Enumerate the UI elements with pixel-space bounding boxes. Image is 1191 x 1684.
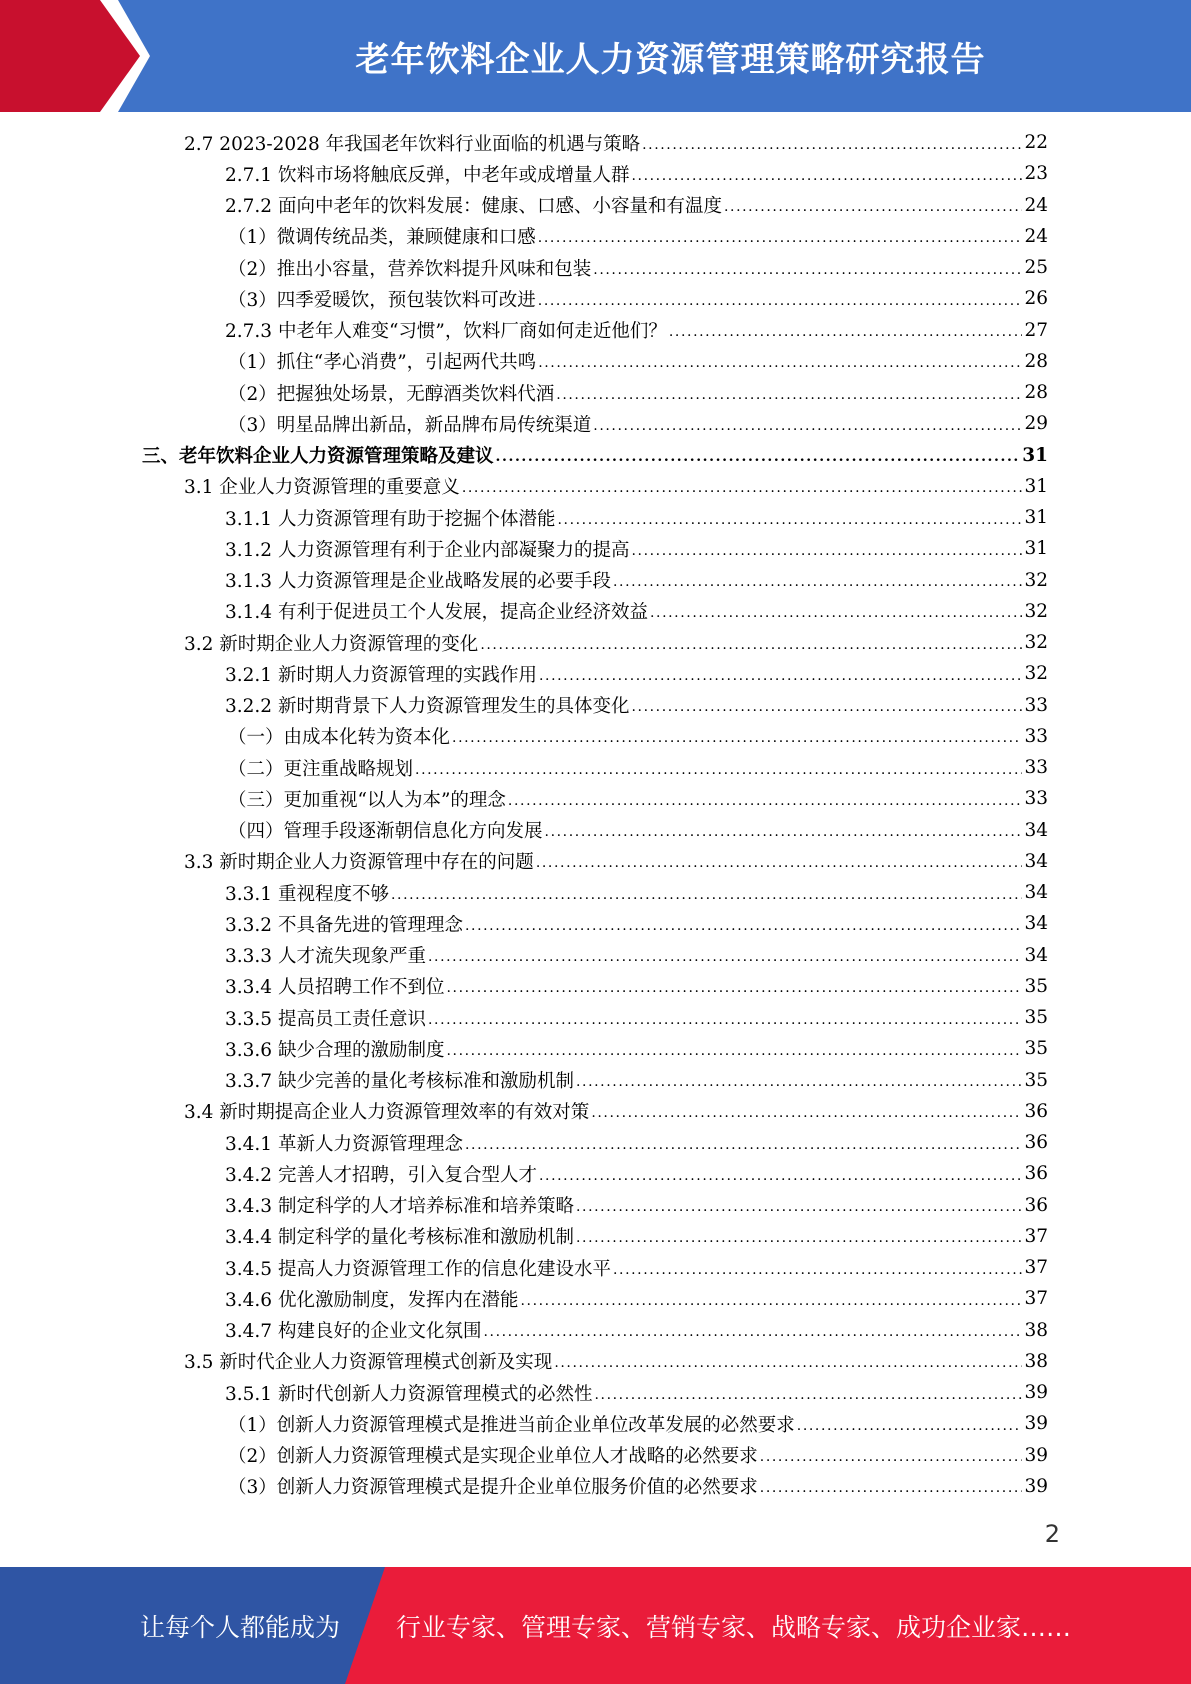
toc-entry-page: 36: [1024, 1194, 1048, 1216]
toc-entry-title: （一）由成本化转为资本化: [228, 727, 451, 749]
toc-entry-page: 24: [1024, 225, 1048, 247]
toc-entry[interactable]: [225, 1252, 1048, 1283]
toc-entry-page: 25: [1024, 257, 1048, 278]
toc-entry[interactable]: [184, 627, 1048, 658]
toc-dot-leader: [631, 695, 1022, 715]
toc-entry[interactable]: [225, 315, 1048, 346]
toc-entry-title: 3.2 新时期企业人力资源管理的变化: [184, 633, 479, 655]
toc-dot-leader: [452, 726, 1022, 746]
toc-entry[interactable]: [228, 252, 1048, 283]
toc-entry-page: 36: [1024, 1132, 1048, 1153]
toc-entry-page: 26: [1024, 288, 1048, 310]
toc-entry[interactable]: [225, 1221, 1048, 1252]
toc-entry-page: 31: [1024, 507, 1048, 528]
toc-dot-leader: [613, 1258, 1022, 1278]
toc-dot-leader: [508, 789, 1023, 809]
toc-dot-leader: [594, 1383, 1022, 1403]
toc-entry[interactable]: [228, 752, 1048, 783]
toc-entry-page: 37: [1024, 1257, 1048, 1278]
toc-entry-title: （2）推出小容量，营养饮料提升风味和包装: [228, 258, 592, 280]
toc-entry-title: 三、老年饮料企业人力资源管理策略及建议: [142, 446, 494, 467]
toc-dot-leader: [593, 258, 1022, 278]
toc-dot-leader: [446, 976, 1022, 996]
toc-entry-title: （3）明星品牌出新品，新品牌布局传统渠道: [228, 414, 592, 436]
toc-dot-leader: [760, 1445, 1023, 1465]
toc-dot-leader: [465, 914, 1022, 934]
toc-entry-page: 35: [1024, 975, 1048, 997]
toc-entry[interactable]: [225, 190, 1048, 221]
toc-dot-leader: [593, 414, 1022, 434]
toc-entry-page: 38: [1024, 1319, 1048, 1341]
toc-entry-title: 3.3.5 提高员工责任意识: [225, 1008, 426, 1030]
toc-entry-page: 34: [1024, 819, 1048, 841]
toc-entry-title: 3.4.2 完善人才招聘，引入复合型人才: [225, 1164, 537, 1186]
toc-dot-leader: [539, 1164, 1022, 1184]
toc-dot-leader: [415, 758, 1022, 778]
toc-entry[interactable]: [228, 1408, 1048, 1439]
footer-slogan-right: 行业专家、管理专家、营销专家、战略专家、成功企业家……: [396, 1612, 1072, 1642]
toc-dot-leader: [539, 664, 1022, 684]
toc-entry[interactable]: [228, 1440, 1048, 1471]
toc-entry-page: 22: [1024, 132, 1048, 153]
toc-dot-leader: [465, 1133, 1022, 1153]
toc-entry-page: 34: [1024, 944, 1048, 966]
toc-entry-title: （2）把握独处场景，无醇酒类饮料代酒: [228, 383, 555, 405]
toc-entry-title: （二）更注重战略规划: [228, 758, 414, 780]
toc-entry-page: 31: [1024, 538, 1048, 560]
toc-dot-leader: [428, 945, 1022, 965]
toc-dot-leader: [642, 133, 1022, 153]
toc-entry-page: 31: [1024, 475, 1048, 497]
toc-dot-leader: [576, 1070, 1022, 1090]
toc-entry-page: 32: [1024, 569, 1048, 591]
toc-entry[interactable]: [228, 721, 1048, 752]
toc-entry-title: 3.3.1 重视程度不够: [225, 883, 389, 905]
toc-dot-leader: [613, 570, 1022, 590]
toc-entry-title: 3.5 新时代企业人力资源管理模式创新及实现: [184, 1352, 553, 1374]
toc-entry[interactable]: [225, 502, 1048, 533]
toc-entry-page: 31: [1022, 444, 1048, 466]
toc-entry-page: 39: [1024, 1475, 1048, 1497]
toc-entry-page: 35: [1024, 1038, 1048, 1060]
toc-entry-title: 2.7.1 饮料市场将触底反弹，中老年或成增量人群: [225, 164, 630, 186]
toc-entry-title: （四）管理手段逐渐朝信息化方向发展: [228, 821, 543, 842]
toc-dot-leader: [797, 1414, 1023, 1434]
toc-entry[interactable]: [228, 377, 1048, 408]
toc-entry-page: 28: [1024, 382, 1048, 403]
toc-entry-title: 3.4.5 提高人力资源管理工作的信息化建设水平: [225, 1258, 611, 1280]
toc-entry-page: 39: [1024, 1382, 1048, 1403]
toc-entry-title: （三）更加重视“以人为本”的理念: [228, 789, 506, 811]
toc-entry-title: 3.1.2 人力资源管理有利于企业内部凝聚力的提高: [225, 539, 630, 561]
toc-entry-title: 3.4 新时期提高企业人力资源管理效率的有效对策: [184, 1102, 590, 1124]
toc-entry-page: 33: [1024, 788, 1048, 810]
toc-entry-page: 28: [1024, 350, 1048, 372]
toc-entry-title: 3.3.2 不具备先进的管理理念: [225, 914, 463, 936]
toc-entry[interactable]: [225, 658, 1048, 689]
toc-entry[interactable]: [225, 1033, 1048, 1064]
toc-entry[interactable]: [225, 1065, 1048, 1096]
toc-entry-title: （1）微调传统品类，兼顾健康和口感: [228, 227, 536, 249]
toc-entry-page: 32: [1024, 632, 1048, 653]
toc-entry[interactable]: [228, 221, 1048, 252]
toc-dot-leader: [576, 1226, 1022, 1246]
toc-entry-title: 3.1 企业人力资源管理的重要意义: [184, 477, 460, 499]
toc-dot-leader: [428, 1008, 1022, 1028]
toc-dot-leader: [556, 383, 1022, 403]
toc-entry-title: 3.2.2 新时期背景下人力资源管理发生的具体变化: [225, 696, 630, 717]
toc-entry-page: 32: [1024, 600, 1048, 622]
toc-entry[interactable]: [228, 408, 1048, 439]
toc-entry-page: 34: [1024, 850, 1048, 872]
toc-entry[interactable]: [225, 1127, 1048, 1158]
toc-dot-leader: [538, 226, 1023, 246]
toc-entry-title: 3.3.6 缺少合理的激励制度: [225, 1039, 445, 1061]
toc-entry[interactable]: [184, 471, 1048, 502]
toc-entry-page: 34: [1024, 913, 1048, 935]
toc-entry-title: 2.7.2 面向中老年的饮料发展：健康、口感、小容量和有温度: [225, 196, 722, 217]
toc-dot-leader: [576, 1195, 1022, 1215]
toc-dot-leader: [391, 883, 1022, 903]
report-title: 老年饮料企业人力资源管理策略研究报告: [355, 39, 986, 80]
toc-entry-page: 24: [1024, 194, 1048, 216]
toc-dot-leader: [496, 445, 1021, 465]
toc-dot-leader: [557, 508, 1022, 528]
toc-entry[interactable]: [225, 690, 1048, 721]
toc-dot-leader: [591, 1101, 1022, 1121]
toc-entry[interactable]: [228, 1471, 1048, 1502]
toc-entry-title: 3.1.3 人力资源管理是企业战略发展的必要手段: [225, 571, 611, 592]
toc-entry-title: 3.3.3 人才流失现象严重: [225, 946, 426, 967]
toc-entry[interactable]: [184, 127, 1048, 158]
toc-entry[interactable]: [225, 533, 1048, 564]
toc-dot-leader: [631, 164, 1022, 184]
toc-dot-leader: [554, 1351, 1022, 1371]
toc-entry-page: 35: [1024, 1007, 1048, 1028]
toc-dot-leader: [545, 820, 1023, 840]
toc-entry-title: 3.2.1 新时期人力资源管理的实践作用: [225, 664, 537, 686]
toc-entry-page: 35: [1024, 1069, 1048, 1091]
toc-entry[interactable]: [225, 971, 1048, 1002]
toc-entry[interactable]: [142, 440, 1048, 471]
header-banner: [0, 0, 1191, 112]
toc-entry[interactable]: [228, 815, 1048, 846]
toc-entry-title: 3.4.1 革新人力资源管理理念: [225, 1133, 463, 1155]
toc-dot-leader: [483, 1320, 1022, 1340]
toc-entry[interactable]: [225, 877, 1048, 908]
toc-entry-page: 33: [1024, 757, 1048, 778]
toc-dot-leader: [650, 601, 1022, 621]
toc-entry-title: 3.5.1 新时代创新人力资源管理模式的必然性: [225, 1383, 593, 1405]
toc-entry-title: 2.7.3 中老年人难变“习惯”，饮料厂商如何走近他们？: [225, 321, 667, 342]
toc-dot-leader: [631, 539, 1022, 559]
toc-entry[interactable]: [228, 346, 1048, 377]
toc-entry-title: 3.1.1 人力资源管理有助于挖掘个体潜能: [225, 508, 556, 530]
toc-entry-title: （1）抓住“孝心消费”，引起两代共鸣: [228, 352, 537, 374]
toc-dot-leader: [669, 320, 1023, 340]
toc-entry-page: 33: [1024, 725, 1048, 747]
toc-dot-leader: [520, 1289, 1022, 1309]
toc-dot-leader: [446, 1039, 1022, 1059]
toc-entry-title: 3.1.4 有利于促进员工个人发展，提高企业经济效益: [225, 602, 648, 624]
toc-entry[interactable]: [225, 1377, 1048, 1408]
page-number: 2: [1044, 1520, 1060, 1548]
toc-entry-title: 3.3.4 人员招聘工作不到位: [225, 977, 445, 999]
toc-entry[interactable]: [225, 596, 1048, 627]
toc-entry[interactable]: [225, 1190, 1048, 1221]
toc-dot-leader: [462, 476, 1023, 496]
toc-entry-page: 37: [1024, 1225, 1048, 1247]
footer-slogan-left: 让每个人都能成为: [140, 1612, 341, 1642]
toc-entry[interactable]: [225, 908, 1048, 939]
toc-dot-leader: [724, 195, 1022, 215]
toc-entry-page: 36: [1024, 1100, 1048, 1122]
toc-entry-title: 2.7 2023-2028 年我国老年饮料行业面临的机遇与策略: [184, 133, 641, 155]
toc-entry-page: 39: [1024, 1444, 1048, 1466]
toc-entry-page: 32: [1024, 663, 1048, 685]
toc-entry-title: 3.3.7 缺少完善的量化考核标准和激励机制: [225, 1071, 574, 1092]
toc-entry-page: 36: [1024, 1163, 1048, 1185]
toc-entry-title: 3.4.3 制定科学的人才培养标准和培养策略: [225, 1196, 574, 1217]
toc-entry[interactable]: [228, 283, 1048, 314]
toc-entry-title: （3）四季爱暖饮，预包装饮料可改进: [228, 289, 536, 311]
toc-entry-page: 39: [1024, 1413, 1048, 1435]
toc-entry[interactable]: [184, 1346, 1048, 1377]
toc-entry-title: 3.3 新时期企业人力资源管理中存在的问题: [184, 852, 534, 874]
toc-entry[interactable]: [225, 565, 1048, 596]
toc-dot-leader: [538, 351, 1022, 371]
toc-entry[interactable]: [225, 158, 1048, 189]
footer-banner: [0, 1567, 1191, 1684]
toc-entry-page: 38: [1024, 1350, 1048, 1372]
toc-entry[interactable]: [225, 1315, 1048, 1346]
toc-entry[interactable]: [184, 1096, 1048, 1127]
toc-entry-page: 37: [1024, 1288, 1048, 1310]
toc-entry[interactable]: [225, 1283, 1048, 1314]
toc-dot-leader: [538, 289, 1023, 309]
toc-entry-title: （1）创新人力资源管理模式是推进当前企业单位改革发展的必然要求: [228, 1414, 795, 1436]
toc-entry[interactable]: [184, 846, 1048, 877]
toc-entry-page: 29: [1024, 413, 1048, 435]
toc-entry[interactable]: [228, 783, 1048, 814]
toc-entry[interactable]: [225, 1158, 1048, 1189]
toc-entry-page: 34: [1024, 882, 1048, 903]
toc-entry-page: 27: [1024, 319, 1048, 341]
toc-entry-title: 3.4.6 优化激励制度，发挥内在潜能: [225, 1289, 519, 1311]
toc-entry-title: 3.4.7 构建良好的企业文化氛围: [225, 1321, 482, 1342]
toc-entry[interactable]: [225, 1002, 1048, 1033]
toc-dot-leader: [480, 633, 1022, 653]
toc-entry-page: 33: [1024, 694, 1048, 716]
toc-entry-title: （3）创新人力资源管理模式是提升企业单位服务价值的必然要求: [228, 1477, 758, 1499]
toc-entry[interactable]: [225, 940, 1048, 971]
toc-entry-title: （2）创新人力资源管理模式是实现企业单位人才战略的必然要求: [228, 1446, 758, 1467]
toc-dot-leader: [760, 1476, 1023, 1496]
toc-entry-page: 23: [1024, 163, 1048, 185]
toc-dot-leader: [536, 851, 1023, 871]
toc-entry-title: 3.4.4 制定科学的量化考核标准和激励机制: [225, 1227, 574, 1249]
